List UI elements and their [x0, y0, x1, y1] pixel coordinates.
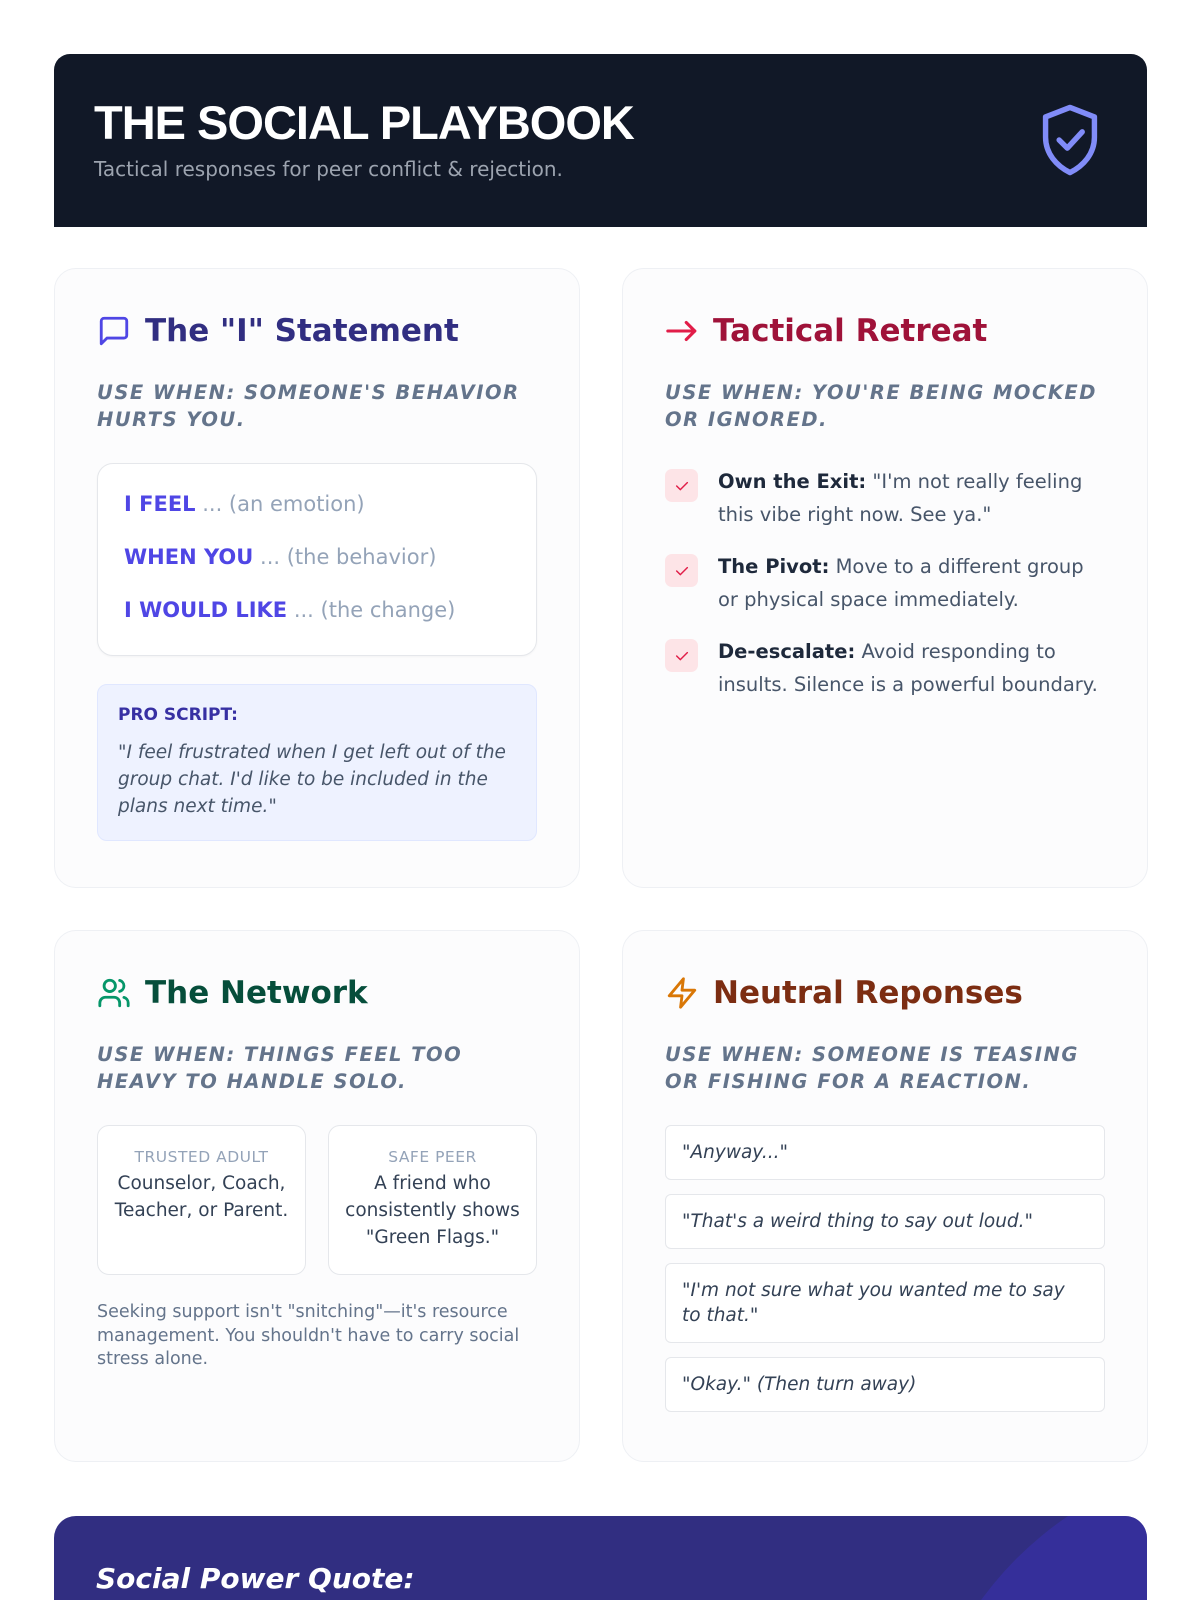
support-box-trusted-adult — [97, 1125, 306, 1275]
list-item-title: Own the Exit: — [718, 470, 867, 493]
card-title-text: The Network — [145, 975, 368, 1011]
list-item-body: Avoid responding to insults. Silence is a powerful boundary. — [718, 640, 1098, 696]
network-card — [54, 930, 580, 1462]
tactical-retreat-card — [622, 268, 1148, 888]
list-item-body: Move to a different group or physical space immediately. — [718, 555, 1084, 611]
card-title-text: Neutral Reponses — [713, 975, 1023, 1011]
pro-script-label: PRO SCRIPT: — [118, 705, 238, 725]
playbook-header — [54, 54, 1147, 227]
use-when-label: USE WHEN: SOMEONE IS TEASING OR FISHING FOR A REACTION. — [665, 1043, 1079, 1093]
support-box-caption: SAFE PEER — [388, 1148, 477, 1166]
pro-script-text: "I feel frustrated when I get left out of the group chat. I'd like to be included in the plans next time." — [118, 742, 506, 817]
formula-hint: ... (the change) — [287, 598, 456, 622]
list-item-body: "I'm not really feeling this vibe right now. See ya." — [718, 470, 1083, 526]
list-item: "I'm not sure what you wanted me to say to that." — [665, 1263, 1105, 1343]
formula-hint: ... (the behavior) — [253, 545, 437, 569]
check-icon — [665, 469, 698, 502]
page-subtitle: Tactical responses for peer conflict & rejection. — [94, 157, 563, 182]
pro-script-box — [97, 684, 537, 841]
neutral-responses-card — [622, 930, 1148, 1462]
use-when-label: USE WHEN: SOMEONE'S BEHAVIOR HURTS YOU. — [97, 381, 520, 431]
support-boxes — [97, 1125, 537, 1275]
list-item-title: De-escalate: — [718, 640, 856, 663]
list-item — [665, 635, 1105, 701]
quote-banner — [54, 1516, 1147, 1600]
users-icon — [97, 976, 131, 1010]
list-item: "That's a weird thing to say out loud." — [665, 1194, 1105, 1249]
list-item: "Okay." (Then turn away) — [665, 1357, 1105, 1412]
page-title: THE SOCIAL PLAYBOOK — [94, 96, 634, 149]
use-when-label: USE WHEN: YOU'RE BEING MOCKED OR IGNORED. — [665, 381, 1097, 431]
neutral-response-list — [665, 1125, 1105, 1412]
list-item-text — [718, 465, 1105, 531]
card-title-text: The "I" Statement — [145, 313, 459, 349]
formula-key: I FEEL — [124, 492, 196, 516]
list-item — [665, 550, 1105, 616]
quote-label: Social Power Quote: — [96, 1562, 415, 1595]
i-statement-card — [54, 268, 580, 888]
list-item — [665, 465, 1105, 531]
i-statement-formula — [97, 463, 537, 656]
formula-row — [124, 539, 510, 592]
network-note: Seeking support isn't "snitching"—it's resource management. You shouldn't have to carry social stress alone. — [97, 1302, 520, 1369]
list-item-text — [718, 550, 1105, 616]
support-box-body: Counselor, Coach, Teacher, or Parent. — [114, 1173, 289, 1221]
arrow-right-icon — [665, 314, 699, 348]
card-title — [97, 313, 537, 349]
formula-hint: ... (an emotion) — [195, 492, 365, 516]
card-title — [665, 975, 1105, 1011]
lightning-icon — [665, 976, 699, 1010]
formula-key: WHEN YOU — [124, 545, 254, 569]
support-box-caption: TRUSTED ADULT — [134, 1148, 269, 1166]
check-icon — [665, 554, 698, 587]
retreat-list — [665, 465, 1105, 701]
card-title — [97, 975, 537, 1011]
card-title — [665, 313, 1105, 349]
formula-row — [124, 486, 510, 539]
support-box-safe-peer — [328, 1125, 537, 1275]
use-when-label: USE WHEN: THINGS FEEL TOO HEAVY TO HANDLE SOLO. — [97, 1043, 463, 1093]
formula-row — [124, 592, 510, 645]
card-title-text: Tactical Retreat — [713, 313, 988, 349]
list-item: "Anyway..." — [665, 1125, 1105, 1180]
list-item-text — [718, 635, 1105, 701]
list-item-title: The Pivot: — [718, 555, 830, 578]
formula-key: I WOULD LIKE — [124, 598, 288, 622]
support-box-body: A friend who consistently shows "Green Flags." — [345, 1173, 520, 1248]
message-square-icon — [97, 314, 131, 348]
shield-check-icon — [1037, 102, 1103, 178]
check-icon — [665, 639, 698, 672]
